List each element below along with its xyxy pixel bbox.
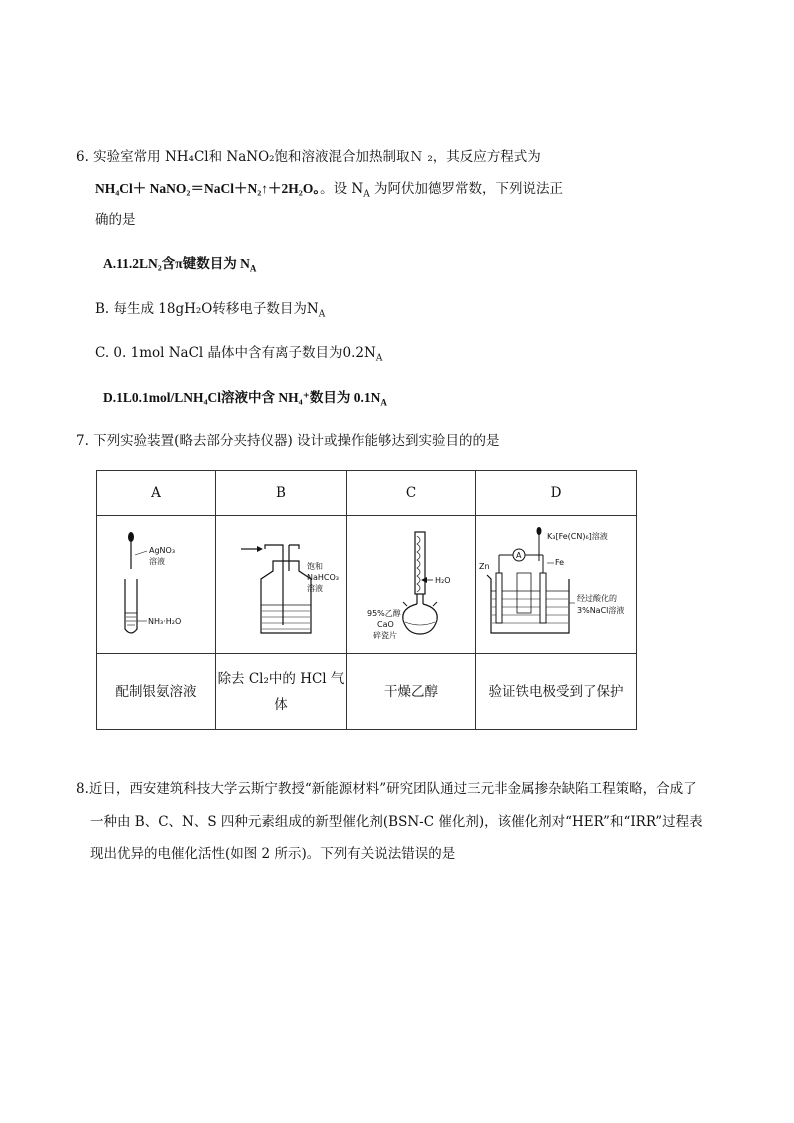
label-ammeter: A: [516, 550, 522, 560]
q6-option-a: A.11.2LN₂含π键数目为 $N_A$: [103, 256, 257, 274]
label-fe: Fe: [555, 557, 565, 567]
q6-option-c: C. 0. 1mol NaCl 晶体中含有离子数目为$0.2N_A$: [95, 345, 383, 364]
q7-stem: 7. 下列实验装置(略去部分夹持仪器) 设计或操作能够达到实验目的的是: [76, 433, 500, 449]
label-agno3-solution: 溶液: [149, 556, 165, 566]
q6-stem-line2: [95, 180, 563, 204]
label-reagent: K₃[Fe(CN)₆]溶液: [547, 531, 608, 541]
caption-b: 除去 Cl₂中的 HCl 气体: [216, 654, 347, 730]
label-zn: Zn: [479, 561, 490, 571]
diagram-d: [476, 516, 637, 654]
experiment-table: [96, 470, 637, 730]
q8-line2: 一种由 B、C、N、S 四种元素组成的新型催化剂(BSN-C 催化剂)，该催化剂对“HER”和“IRR”过程表: [90, 814, 703, 830]
q6-option-d: D.1L0.1mol/LNH₄Cl溶液中含 NH₄⁺数目为 $0.1N_A$: [103, 390, 387, 408]
label-ethanol: 95%乙醇: [367, 609, 401, 618]
header-a: A: [97, 471, 216, 516]
q6-line2-sub: A: [363, 189, 370, 200]
header-d: D: [476, 471, 637, 516]
diagram-b: [216, 516, 347, 654]
header-b: B: [216, 471, 347, 516]
label-saturated: 饱和: [307, 561, 323, 571]
label-nacl: 3%NaCl溶液: [577, 605, 625, 615]
label-nahco3: NaHCO₃: [307, 572, 339, 582]
label-water: H₂O: [435, 576, 451, 585]
q6-option-b: B. 每生成 18gH₂O转移电子数目为$N_A$: [95, 301, 326, 320]
q8-line3: 现出优异的电催化活性(如图 2 所示)。下列有关说法错误的是: [90, 846, 456, 862]
label-solution-b: 溶液: [307, 583, 323, 593]
diagram-a: [97, 516, 216, 654]
label-cao: CaO: [377, 620, 394, 629]
q6-line2-tail: 。设 N: [320, 181, 364, 197]
label-ammonia: NH₃·H₂O: [148, 616, 182, 626]
q8-line1: 8.近日，西安建筑科技大学云斯宁教授“新能源材料”研究团队通过三元非金属掺杂缺陷工程策略，合成了: [76, 781, 697, 797]
label-acidified: 经过酸化的: [577, 593, 617, 603]
header-c: C: [347, 471, 476, 516]
caption-c: 干燥乙醇: [347, 654, 476, 730]
q6-line2-end: 为阿伏加德罗常数，下列说法正: [369, 181, 563, 197]
diagram-c: [347, 516, 476, 654]
caption-a: 配制银氨溶液: [97, 654, 216, 730]
q6-equation: NH₄Cl＋ NaNO₂＝NaCl＋N₂↑＋2H₂O。: [95, 181, 321, 196]
caption-d: 验证铁电极受到了保护: [476, 654, 637, 730]
q6-stem-line3: 确的是: [95, 212, 136, 228]
q6-stem-line1: 6. 实验室常用 NH₄Cl和 NaNO₂饱和溶液混合加热制取Ｎ ₂，其反应方程式为: [76, 149, 541, 165]
label-chips: 碎瓷片: [373, 631, 397, 640]
label-agno3: AgNO₃: [149, 545, 176, 555]
